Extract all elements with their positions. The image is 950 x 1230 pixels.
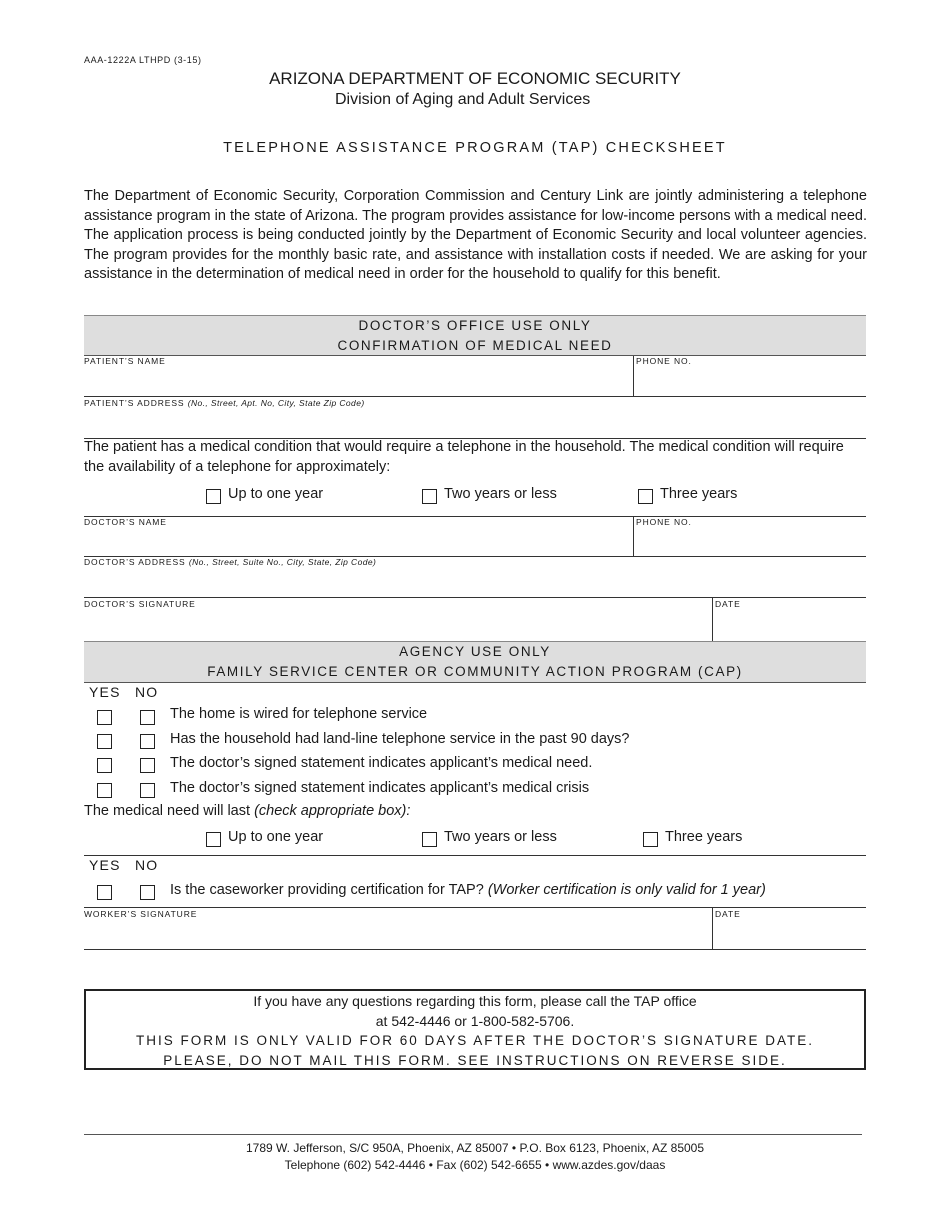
medical-need-text [84,803,410,819]
footer-address: 1789 W. Jefferson, S/C 950A, Phoenix, AZ 85007 • P.O. Box 6123, Phoenix, AZ 85005 [245,1141,705,1155]
agency-band-line2: FAMILY SERVICE CENTER OR COMMUNITY ACTION PROGRAM (CAP) [207,664,743,679]
notice-line4: PLEASE, DO NOT MAIL THIS FORM. SEE INSTRUCTIONS ON REVERSE SIDE. [163,1053,787,1068]
divider [712,597,713,641]
question-2-text: Has the household had land-line telephone service in the past 90 days? [170,731,630,747]
condition-text: The patient has a medical condition that would require a telephone in the household. The medical condition will require the availability of a telephone for approximately: [84,439,844,475]
agency-checkbox-two-years-or-less[interactable] [422,832,437,847]
doctor-phone-label: PHONE NO. [636,517,692,527]
checkbox-up-to-one-year[interactable] [206,489,221,504]
department-title: ARIZONA DEPARTMENT OF ECONOMIC SECURITY [269,69,681,88]
patient-address-field[interactable] [84,411,864,437]
medical-need-hint: (check appropriate box): [254,803,411,819]
question-1-yes-checkbox[interactable] [97,710,112,725]
checkbox-two-years-or-less[interactable] [422,489,437,504]
doctor-signature-label: DOCTOR’S SIGNATURE [84,599,196,609]
patient-phone-field[interactable] [636,368,864,395]
checkbox-three-years[interactable] [638,489,653,504]
question-1-text: The home is wired for telephone service [170,706,428,722]
question-3-text: The doctor’s signed statement indicates applicant’s medical need. [170,755,593,771]
question-4-yes-checkbox[interactable] [97,783,112,798]
patient-name-label: PATIENT’S NAME [84,356,166,366]
agency-checkbox-three-years[interactable] [643,832,658,847]
certification-yes-checkbox[interactable] [97,885,112,900]
option-three-years: Three years [660,486,738,502]
worker-date-label: DATE [715,909,741,919]
certification-question-text: Is the caseworker providing certification for TAP? [170,882,484,898]
no-column-label-2: NO [135,857,159,873]
agency-option-two-years-or-less: Two years or less [444,829,557,845]
divider [84,597,866,598]
divider [84,396,866,397]
notice-box [84,989,866,1070]
doctor-address-hint: (No., Street, Suite No., City, State, Zip Code) [188,557,377,567]
notice-line3: THIS FORM IS ONLY VALID FOR 60 DAYS AFTER THE DOCTOR’S SIGNATURE DATE. [135,1033,815,1048]
agency-section-band [84,641,866,683]
certification-hint: (Worker certification is only valid for 1 year) [487,882,766,898]
footer-divider [84,1134,862,1135]
no-column-label: NO [135,684,159,700]
worker-signature-field[interactable] [84,922,710,948]
divider [712,907,713,949]
doctor-address-label [84,557,376,567]
divider [84,516,866,517]
division-title: Division of Aging and Adult Services [335,91,591,108]
page-title: TELEPHONE ASSISTANCE PROGRAM (TAP) CHECKSHEET [223,140,727,156]
patient-address-label [84,398,365,408]
doctor-section-band [84,315,866,356]
certification-no-checkbox[interactable] [140,885,155,900]
question-2-yes-checkbox[interactable] [97,734,112,749]
agency-band-line1: AGENCY USE ONLY [399,644,551,659]
question-4-no-checkbox[interactable] [140,783,155,798]
doctor-phone-field[interactable] [636,529,864,555]
agency-checkbox-up-to-one-year[interactable] [206,832,221,847]
agency-option-three-years: Three years [665,829,743,845]
doctor-address-field[interactable] [84,570,864,596]
question-1-no-checkbox[interactable] [140,710,155,725]
doctor-band-line2: CONFIRMATION OF MEDICAL NEED [337,338,613,353]
question-2-no-checkbox[interactable] [140,734,155,749]
patient-address-hint: (No., Street, Apt. No, City, State Zip Code) [187,398,365,408]
agency-option-up-to-one-year: Up to one year [228,829,324,845]
divider [84,907,866,908]
intro-paragraph: The Department of Economic Security, Corporation Commission and Century Link are jointly administering a telephone assistance program in the state of Arizona. The program provides assistance for low-income persons with a medical need. The application process is being conducted jointly by the Department of Economic Security and local volunteer agencies. The program provides for the monthly basic rate, and assistance with installation costs if needed. We are asking for your assistance in the determination of medical need in order for the household to qualify for this benefit. [84,188,867,283]
footer-contact: Telephone (602) 542-4446 • Fax (602) 542-6655 • www.azdes.gov/daas [284,1158,666,1172]
divider [84,855,866,856]
doctor-name-field[interactable] [84,529,632,555]
option-two-years-or-less: Two years or less [444,486,557,502]
divider [633,356,634,396]
patient-address-label-text: PATIENT’S ADDRESS [84,398,185,408]
divider [633,516,634,556]
worker-date-field[interactable] [715,922,864,948]
patient-phone-label: PHONE NO. [636,356,692,366]
patient-name-field[interactable] [84,368,632,395]
divider [84,949,866,950]
worker-signature-label: WORKER’S SIGNATURE [84,909,198,919]
doctor-signature-field[interactable] [84,612,710,640]
yes-column-label: YES [89,684,121,700]
doctor-date-label: DATE [715,599,741,609]
certification-question [170,882,766,898]
notice-line1: If you have any questions regarding this form, please call the TAP office [253,993,697,1009]
doctor-name-label: DOCTOR’S NAME [84,517,167,527]
doctor-address-label-text: DOCTOR’S ADDRESS [84,557,186,567]
question-3-no-checkbox[interactable] [140,758,155,773]
doctor-band-line1: DOCTOR’S OFFICE USE ONLY [358,318,592,333]
notice-line2: at 542-4446 or 1-800-582-5706. [375,1013,575,1029]
option-up-to-one-year: Up to one year [228,486,324,502]
form-id: AAA-1222A LTHPD (3-15) [84,55,202,65]
doctor-date-field[interactable] [715,612,864,640]
question-3-yes-checkbox[interactable] [97,758,112,773]
medical-need-text-main: The medical need will last [84,803,251,819]
yes-column-label-2: YES [89,857,121,873]
question-4-text: The doctor’s signed statement indicates applicant’s medical crisis [170,780,590,796]
